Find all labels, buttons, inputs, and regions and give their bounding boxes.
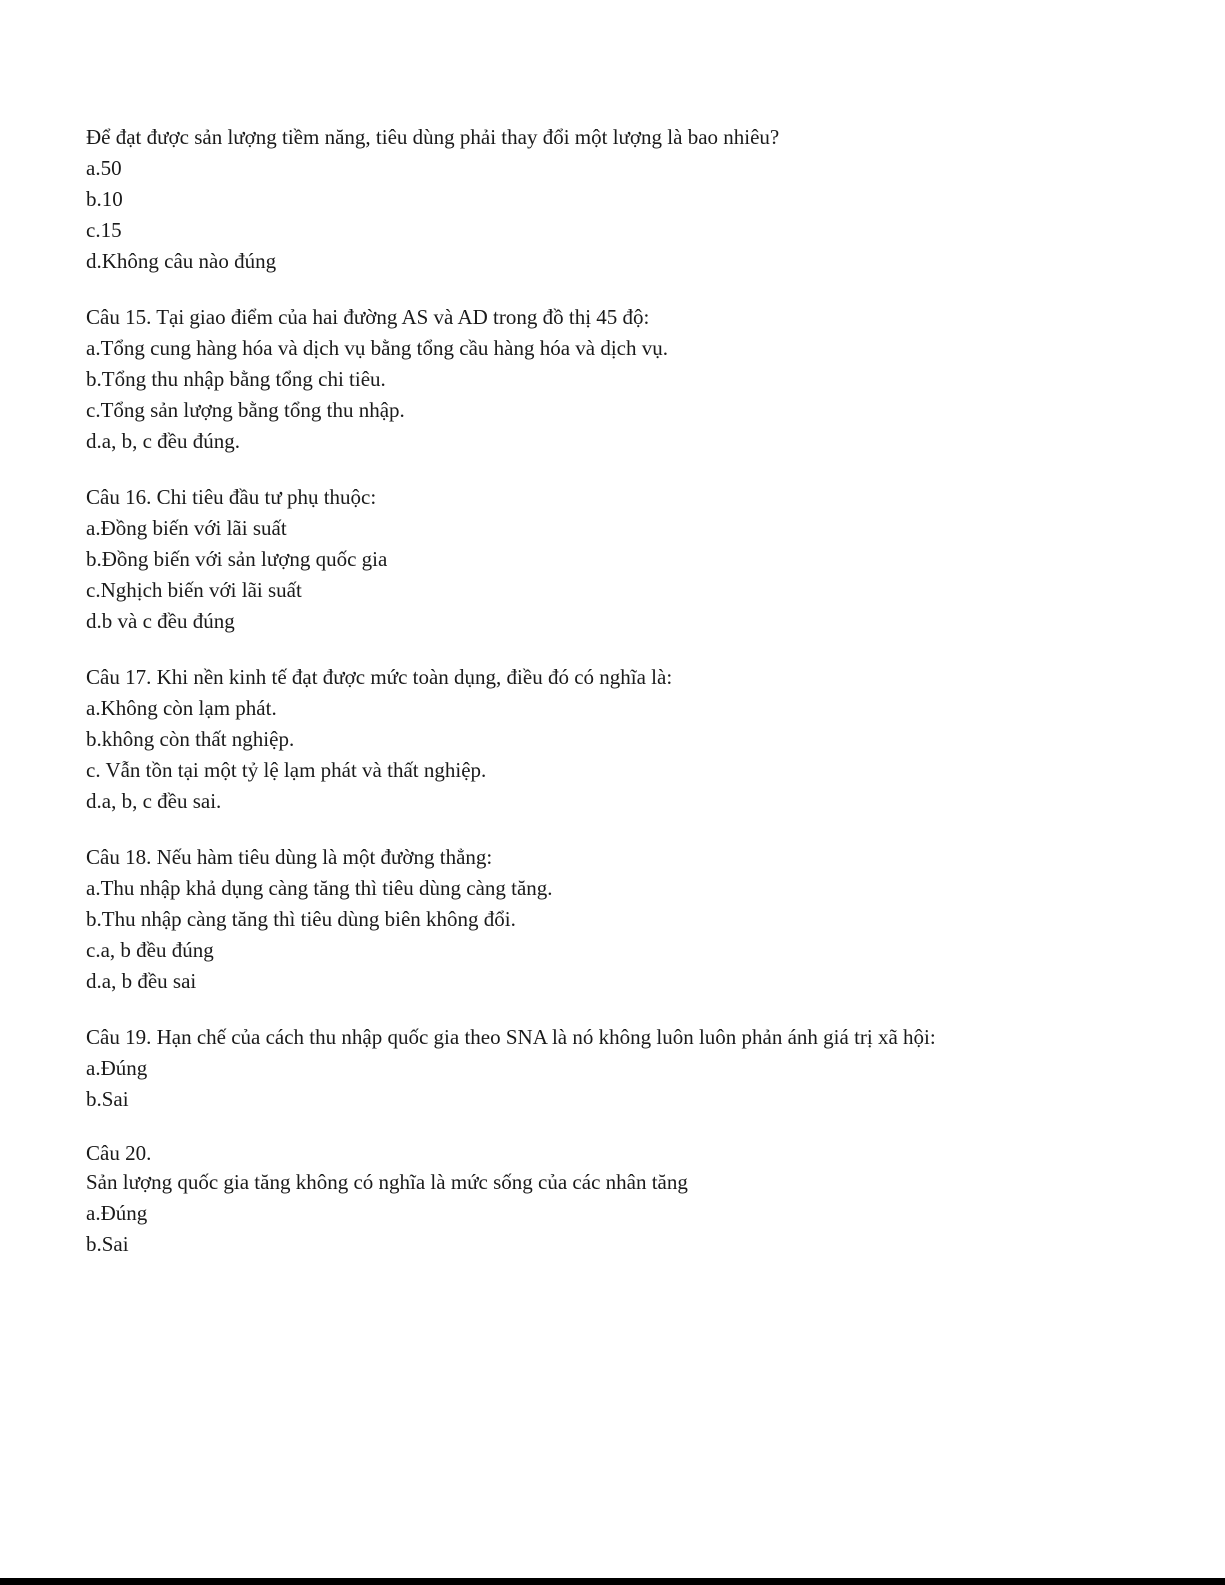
answer-option: b.Đồng biến với sản lượng quốc gia	[86, 547, 388, 571]
question-block	[86, 842, 1186, 997]
question-block	[86, 1140, 1186, 1260]
answer-option: c.a, b đều đúng	[86, 938, 214, 962]
answer-option: b.Sai	[86, 1232, 129, 1256]
question-block	[86, 122, 1186, 277]
question-block	[86, 662, 1186, 817]
question-prompt: Sản lượng quốc gia tăng không có nghĩa là mức sống của các nhân tăng	[86, 1170, 688, 1194]
question-prompt: Câu 19. Hạn chế của cách thu nhập quốc gia theo SNA là nó không luôn luôn phản ánh giá trị xã hội:	[86, 1025, 936, 1049]
answer-option: b.Tổng thu nhập bằng tổng chi tiêu.	[86, 367, 386, 391]
question-prompt: Câu 18. Nếu hàm tiêu dùng là một đường thẳng:	[86, 845, 493, 869]
question-prompt: Câu 16. Chi tiêu đầu tư phụ thuộc:	[86, 485, 377, 509]
question-title: Câu 20.	[86, 1141, 152, 1165]
answer-option: a.Đồng biến với lãi suất	[86, 516, 287, 540]
question-block	[86, 1022, 1186, 1115]
answer-option: a.Đúng	[86, 1056, 148, 1080]
answer-option: a.Đúng	[86, 1201, 148, 1225]
answer-option: c.15	[86, 218, 122, 242]
answer-option: a.Không còn lạm phát.	[86, 696, 277, 720]
document-page	[86, 122, 1186, 1260]
answer-option: b.Sai	[86, 1087, 129, 1111]
answer-option: a.Tổng cung hàng hóa và dịch vụ bằng tổng cầu hàng hóa và dịch vụ.	[86, 336, 669, 360]
answer-option: d.a, b đều sai	[86, 969, 197, 993]
answer-option: d.a, b, c đều sai.	[86, 789, 222, 813]
question-prompt: Để đạt được sản lượng tiềm năng, tiêu dùng phải thay đổi một lượng là bao nhiêu?	[86, 125, 780, 149]
answer-option: a.50	[86, 156, 122, 180]
answer-option: b.10	[86, 187, 123, 211]
question-prompt: Câu 15. Tại giao điểm của hai đường AS và AD trong đồ thị 45 độ:	[86, 305, 650, 329]
question-block	[86, 482, 1186, 637]
answer-option: c.Nghịch biến với lãi suất	[86, 578, 302, 602]
answer-option: c.Tổng sản lượng bằng tổng thu nhập.	[86, 398, 405, 422]
question-prompt: Câu 17. Khi nền kinh tế đạt được mức toàn dụng, điều đó có nghĩa là:	[86, 665, 673, 689]
question-block	[86, 302, 1186, 457]
answer-option: b.không còn thất nghiệp.	[86, 727, 295, 751]
answer-option: b.Thu nhập càng tăng thì tiêu dùng biên không đổi.	[86, 907, 516, 931]
answer-option: c. Vẫn tồn tại một tỷ lệ lạm phát và thất nghiệp.	[86, 758, 487, 782]
answer-option: a.Thu nhập khả dụng càng tăng thì tiêu dùng càng tăng.	[86, 876, 553, 900]
answer-option: d.Không câu nào đúng	[86, 249, 277, 273]
answer-option: d.a, b, c đều đúng.	[86, 429, 240, 453]
page-bottom-border	[0, 1578, 1225, 1585]
answer-option: d.b và c đều đúng	[86, 609, 235, 633]
